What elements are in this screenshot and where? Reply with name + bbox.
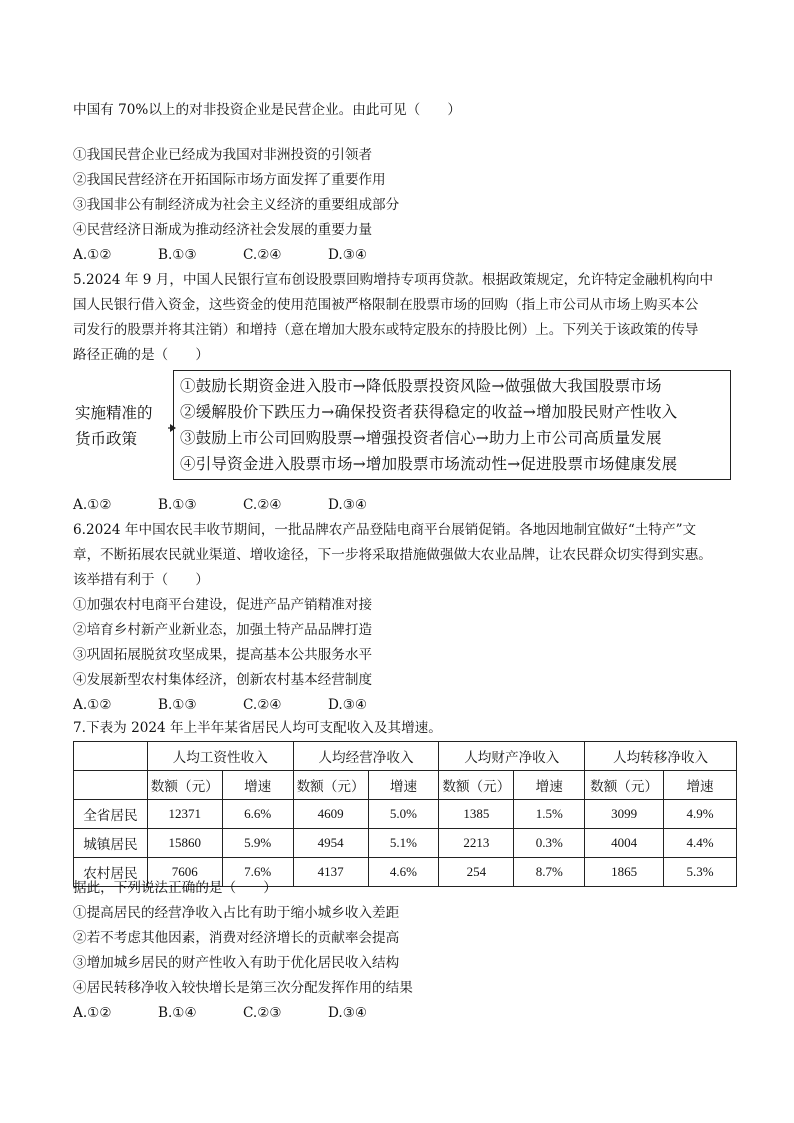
table-row (74, 829, 737, 858)
table-cell: 5.3% (664, 858, 737, 887)
table-cell: 4.9% (664, 800, 737, 829)
income-table (73, 741, 737, 887)
q6-option-a: A.①② (73, 697, 112, 713)
q5-option-a: A.①② (73, 497, 112, 513)
flow-row-2: ②缓解股价下跌压力→确保投资者获得稳定的收益→增加股民财产性收入 (180, 403, 678, 421)
q6-stem-line-3: 该举措有利于（ ） (73, 572, 209, 588)
q4-option-d: D.③④ (328, 247, 368, 263)
table-subheader: 增速 (664, 771, 737, 800)
table-cell: 1.5% (514, 800, 585, 829)
table-cell: 4004 (585, 829, 664, 858)
table-cell: 4137 (293, 858, 368, 887)
table-subheader: 数额（元） (147, 771, 222, 800)
q4-item-1: ①我国民营企业已经成为我国对非洲投资的引领者 (73, 147, 373, 163)
q7-item-2: ②若不考虑其他因素，消费对经济增长的贡献率会提高 (73, 930, 400, 946)
table-row (74, 800, 737, 829)
q5-option-b: B.①③ (158, 497, 197, 513)
q6-option-d: D.③④ (328, 697, 368, 713)
q7-item-3: ③增加城乡居民的财产性收入有助于优化居民收入结构 (73, 955, 400, 971)
q6-item-3: ③巩固拓展脱贫攻坚成果，提高基本公共服务水平 (73, 647, 373, 663)
q4-item-4: ④民营经济日渐成为推动经济社会发展的重要力量 (73, 222, 373, 238)
flow-box (173, 370, 731, 480)
q7-options (73, 1004, 367, 1022)
q7-stem: 7.下表为 2024 年上半年某省居民人均可支配收入及其增速。 (73, 720, 442, 736)
flow-row-3: ③鼓励上市公司回购股票→增强投资者信心→助力上市公司高质量发展 (180, 429, 662, 447)
q5-stem-line-1: 5.2024 年 9 月，中国人民银行宣布创设股票回购增持专项再贷款。根据政策规定，允许特定金融机构向中 (73, 272, 714, 288)
table-subheader: 增速 (514, 771, 585, 800)
table-row-label: 城镇居民 (74, 829, 148, 858)
flow-label-line-2: 货币政策 (75, 430, 138, 448)
q5-option-d: D.③④ (328, 497, 368, 513)
table-cell: 7606 (147, 858, 222, 887)
q6-option-c: C.②④ (243, 697, 282, 713)
table-subheader: 增速 (222, 771, 293, 800)
q4-option-c: C.②④ (243, 247, 282, 263)
flow-label (75, 400, 153, 452)
q6-options (73, 696, 367, 714)
flow-label-line-1: 实施精准的 (75, 404, 153, 422)
flow-row-1: ①鼓励长期资金进入股市→降低股票投资风险→做强做大我国股票市场 (180, 377, 662, 395)
table-subheader: 增速 (368, 771, 439, 800)
table-header-row (74, 742, 737, 771)
table-cell: 4.6% (368, 858, 439, 887)
table-subheader: 数额（元） (585, 771, 664, 800)
table-cell: 7.6% (222, 858, 293, 887)
q7-option-b: B.①④ (158, 1005, 197, 1021)
table-cell: 5.1% (368, 829, 439, 858)
q6-stem-line-2: 章，不断拓展农民就业渠道、增收途径，下一步将采取措施做强做大农业品牌，让农民群众切实得到实惠。 (73, 547, 712, 563)
q6-stem-line-1: 6.2024 年中国农民丰收节期间，一批品牌农产品登陆电商平台展销促销。各地因地制宜做好“土特产”文 (73, 522, 697, 538)
q5-options (73, 496, 367, 514)
q5-stem-line-2: 国人民银行借入资金，这些资金的使用范围被严格限制在股票市场的回购（指上市公司从市场上购买本公 (73, 297, 699, 313)
table-cell: 15860 (147, 829, 222, 858)
table-subheader: 数额（元） (439, 771, 514, 800)
q6-option-b: B.①③ (158, 697, 197, 713)
q6-item-2: ②培育乡村新产业新业态，加强土特产品品牌打造 (73, 622, 373, 638)
q7-option-d: D.③④ (328, 1005, 368, 1021)
q5-stem-line-3: 司发行的股票并将其注销）和增持（意在增加大股东或特定股东的持股比例）上。下列关于该政策的传导 (73, 322, 699, 338)
flow-row-4: ④引导资金进入股票市场→增加股票市场流动性→促进股票市场健康发展 (180, 455, 678, 473)
table-cell: 12371 (147, 800, 222, 829)
table-cell: 6.6% (222, 800, 293, 829)
table-group-header: 人均经营净收入 (293, 742, 439, 771)
table-cell: 8.7% (514, 858, 585, 887)
table-subheader-row (74, 771, 737, 800)
q5-stem-line-4: 路径正确的是（ ） (73, 347, 209, 363)
q7-item-1: ①提高居民的经营净收入占比有助于缩小城乡收入差距 (73, 905, 400, 921)
table-row-label: 农村居民 (74, 858, 148, 887)
table-cell: 1385 (439, 800, 514, 829)
q6-item-4: ④发展新型农村集体经济，创新农村基本经营制度 (73, 672, 373, 688)
table-group-header: 人均工资性收入 (147, 742, 293, 771)
table-cell: 1865 (585, 858, 664, 887)
q4-item-3: ③我国非公有制经济成为社会主义经济的重要组成部分 (73, 197, 400, 213)
table-cell: 4954 (293, 829, 368, 858)
table-cell: 254 (439, 858, 514, 887)
table-corner-cell (74, 742, 148, 771)
table-subheader: 数额（元） (293, 771, 368, 800)
q7-option-a: A.①② (73, 1005, 112, 1021)
q5-option-c: C.②④ (243, 497, 282, 513)
q4-option-a: A.①② (73, 247, 112, 263)
table-cell: 0.3% (514, 829, 585, 858)
policy-flow-diagram (73, 370, 733, 482)
table-group-header: 人均财产净收入 (439, 742, 585, 771)
q4-options (73, 246, 367, 264)
table-corner-cell (74, 771, 148, 800)
table-group-header: 人均转移净收入 (585, 742, 737, 771)
q7-after-table: 据此，下列说法正确的是（ ） (73, 880, 277, 896)
table-cell: 2213 (439, 829, 514, 858)
table-cell: 4.4% (664, 829, 737, 858)
q7-item-4: ④居民转移净收入较快增长是第三次分配发挥作用的结果 (73, 980, 413, 996)
table-cell: 3099 (585, 800, 664, 829)
table-cell: 4609 (293, 800, 368, 829)
q4-item-2: ②我国民营经济在开拓国际市场方面发挥了重要作用 (73, 172, 386, 188)
q4-option-b: B.①③ (158, 247, 197, 263)
table-cell: 5.0% (368, 800, 439, 829)
q7-option-c: C.②③ (243, 1005, 282, 1021)
q6-item-1: ①加强农村电商平台建设，促进产品产销精准对接 (73, 597, 373, 613)
table-cell: 5.9% (222, 829, 293, 858)
table-row-label: 全省居民 (74, 800, 148, 829)
q4-stem: 中国有 70%以上的对非投资企业是民营企业。由此可见（ ） (73, 102, 461, 118)
